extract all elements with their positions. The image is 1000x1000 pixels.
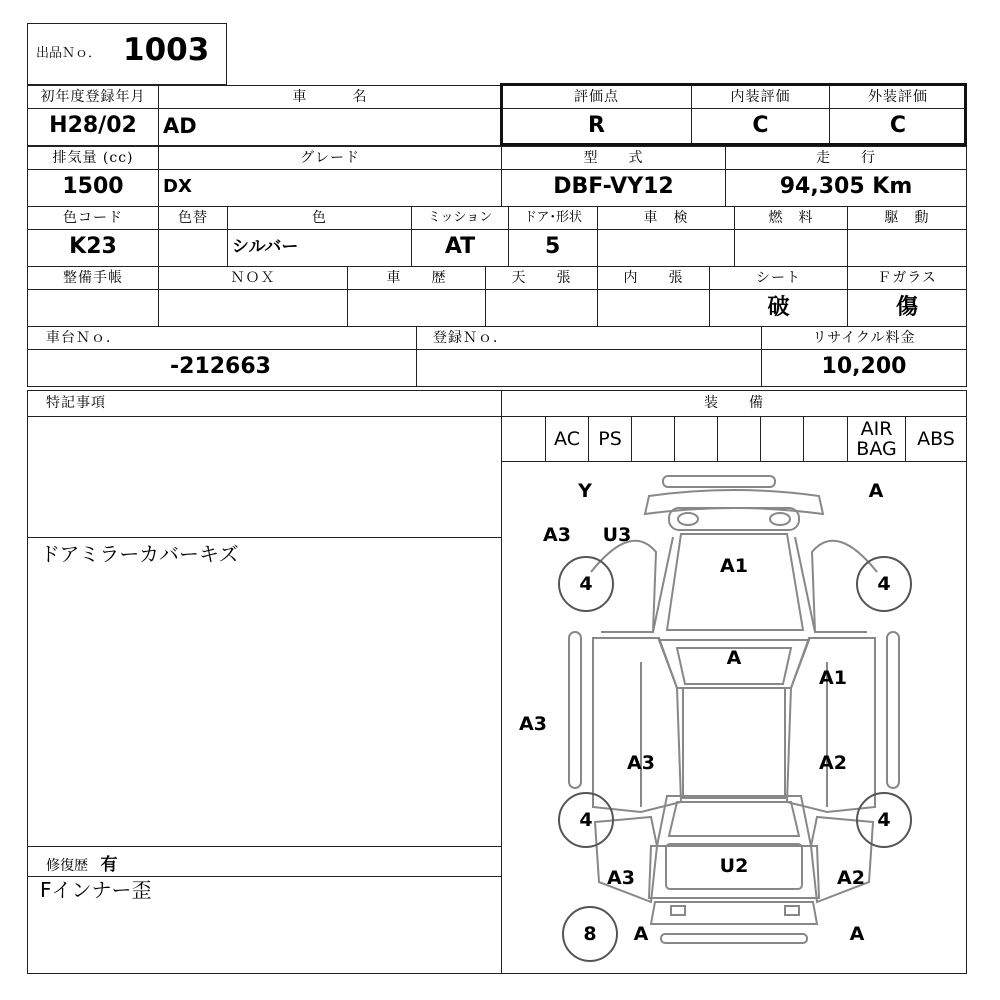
reg-year-value: H28/02 — [27, 108, 159, 146]
rear-window — [669, 802, 799, 836]
history-value — [347, 289, 486, 327]
mark-rear-bumper-left: A — [633, 923, 649, 945]
repair-text: Fインナー歪 — [40, 878, 152, 902]
seat-label: シート — [709, 266, 848, 290]
regno-value — [416, 349, 762, 387]
grade-label: グレード — [158, 146, 502, 170]
recycle-value: 10,200 — [761, 349, 967, 387]
mark-tailgate: U2 — [719, 855, 749, 877]
color-value: シルバー — [227, 229, 412, 267]
interior-value: C — [691, 108, 830, 146]
mark-rear-right-quarter: A2 — [837, 867, 865, 889]
inspection-label: 車 検 — [597, 206, 735, 230]
chassis-label: 車台Ｎｏ． — [27, 326, 417, 350]
mileage-label: 走 行 — [725, 146, 967, 170]
fglass-value: 傷 — [847, 289, 967, 327]
grille — [669, 508, 799, 530]
fuel-label: 燃 料 — [734, 206, 848, 230]
interior-trim-label: 内 張 — [597, 266, 710, 290]
interior-label: 内装評価 — [691, 85, 830, 109]
lot-box — [27, 23, 227, 85]
tire-front-right: 4 — [856, 556, 912, 612]
repair-divider-top — [27, 846, 502, 847]
maintenance-label: 整備手帳 — [27, 266, 159, 290]
mark-roof: A — [726, 647, 742, 669]
lot-label: 出品Ｎｏ． — [36, 46, 102, 61]
drive-label: 駆 動 — [847, 206, 967, 230]
right-doors — [787, 638, 875, 812]
left-doors — [593, 638, 681, 812]
fglass-label: Ｆガラス — [847, 266, 967, 290]
repair-value: 有 — [100, 855, 118, 875]
notes-label: 特記事項 — [27, 390, 502, 417]
roof-label: 天 張 — [485, 266, 598, 290]
doors-label: ドア･形状 — [508, 206, 598, 230]
taillight-right — [785, 906, 799, 915]
repair-label: 修復歴 — [46, 858, 88, 874]
fuel-value — [734, 229, 848, 267]
car-name-value: AD — [158, 108, 502, 146]
score-label: 評価点 — [501, 85, 692, 109]
front-bumper-upper — [663, 476, 775, 487]
color-label: 色 — [227, 206, 412, 230]
mark-front-left: Y — [578, 480, 592, 502]
equipment-item — [501, 416, 546, 462]
repair-label-row — [46, 850, 117, 875]
model-value: DBF-VY12 — [501, 169, 726, 207]
color-change-value — [158, 229, 228, 267]
exterior-label: 外装評価 — [829, 85, 967, 109]
equipment-item — [803, 416, 848, 462]
color-code-label: 色コード — [27, 206, 159, 230]
tire-spare: 8 — [562, 906, 618, 962]
seat-value: 破 — [709, 289, 848, 327]
notes-text: ドアミラーカバーキズ — [40, 542, 239, 566]
displacement-value: 1500 — [27, 169, 159, 207]
equipment-item: ABS — [905, 416, 967, 462]
equipment-item — [631, 416, 675, 462]
mark-rear-bumper-right: A — [849, 923, 865, 945]
nox-label: ＮＯＸ — [158, 266, 348, 290]
equipment-item — [717, 416, 761, 462]
rear-window-frame — [657, 796, 811, 846]
mark-right-front-door: A1 — [819, 667, 847, 689]
mark-hood: A1 — [720, 555, 748, 577]
displacement-label: 排気量 (cc) — [27, 146, 159, 170]
score-value: R — [501, 108, 692, 146]
inspection-value — [597, 229, 735, 267]
tire-front-left: 4 — [558, 556, 614, 612]
regno-label: 登録Ｎｏ． — [416, 326, 762, 350]
headlight-left — [678, 513, 698, 525]
lot-number: 1003 — [123, 32, 210, 68]
score-frame — [500, 83, 967, 146]
color-code-value: K23 — [27, 229, 159, 267]
rear-bumper-lower — [661, 934, 807, 943]
interior-trim-value — [597, 289, 710, 327]
recycle-label: リサイクル料金 — [761, 326, 967, 350]
hood — [667, 534, 803, 630]
mark-right-rear-door: A2 — [819, 752, 847, 774]
tire-rear-left: 4 — [558, 792, 614, 848]
exterior-value: C — [829, 108, 967, 146]
mark-fender-left-1: A3 — [543, 524, 571, 546]
tire-rear-right: 4 — [856, 792, 912, 848]
headlight-right — [770, 513, 790, 525]
equipment-label: 装 備 — [501, 390, 967, 417]
mileage-value: 94,305 Km — [725, 169, 967, 207]
roof-panel — [683, 688, 785, 798]
transmission-value: AT — [411, 229, 509, 267]
car-name-label: 車 名 — [158, 85, 502, 109]
maintenance-value — [27, 289, 159, 327]
nox-value — [158, 289, 348, 327]
taillight-left — [671, 906, 685, 915]
equipment-item: AIR BAG — [847, 416, 906, 462]
history-label: 車 歴 — [347, 266, 486, 290]
reg-year-label: 初年度登録年月 — [27, 85, 159, 109]
equipment-item — [674, 416, 718, 462]
equipment-item — [760, 416, 804, 462]
equipment-item: PS — [588, 416, 632, 462]
left-side-step — [569, 632, 581, 788]
mark-rear-left: A3 — [607, 867, 635, 889]
model-label: 型 式 — [501, 146, 726, 170]
roof-value — [485, 289, 598, 327]
drive-value — [847, 229, 967, 267]
mark-left-rear-door: A3 — [627, 752, 655, 774]
mark-front-right: A — [868, 480, 884, 502]
transmission-label: ミッション — [411, 206, 509, 230]
doors-value: 5 — [508, 229, 598, 267]
color-change-label: 色替 — [158, 206, 228, 230]
equipment-item: AC — [545, 416, 589, 462]
mark-fender-left-2: U3 — [602, 524, 632, 546]
grade-value: DX — [158, 169, 502, 207]
mark-left-side: A3 — [519, 713, 547, 735]
right-side-step — [887, 632, 899, 788]
chassis-value: -212663 — [27, 349, 417, 387]
